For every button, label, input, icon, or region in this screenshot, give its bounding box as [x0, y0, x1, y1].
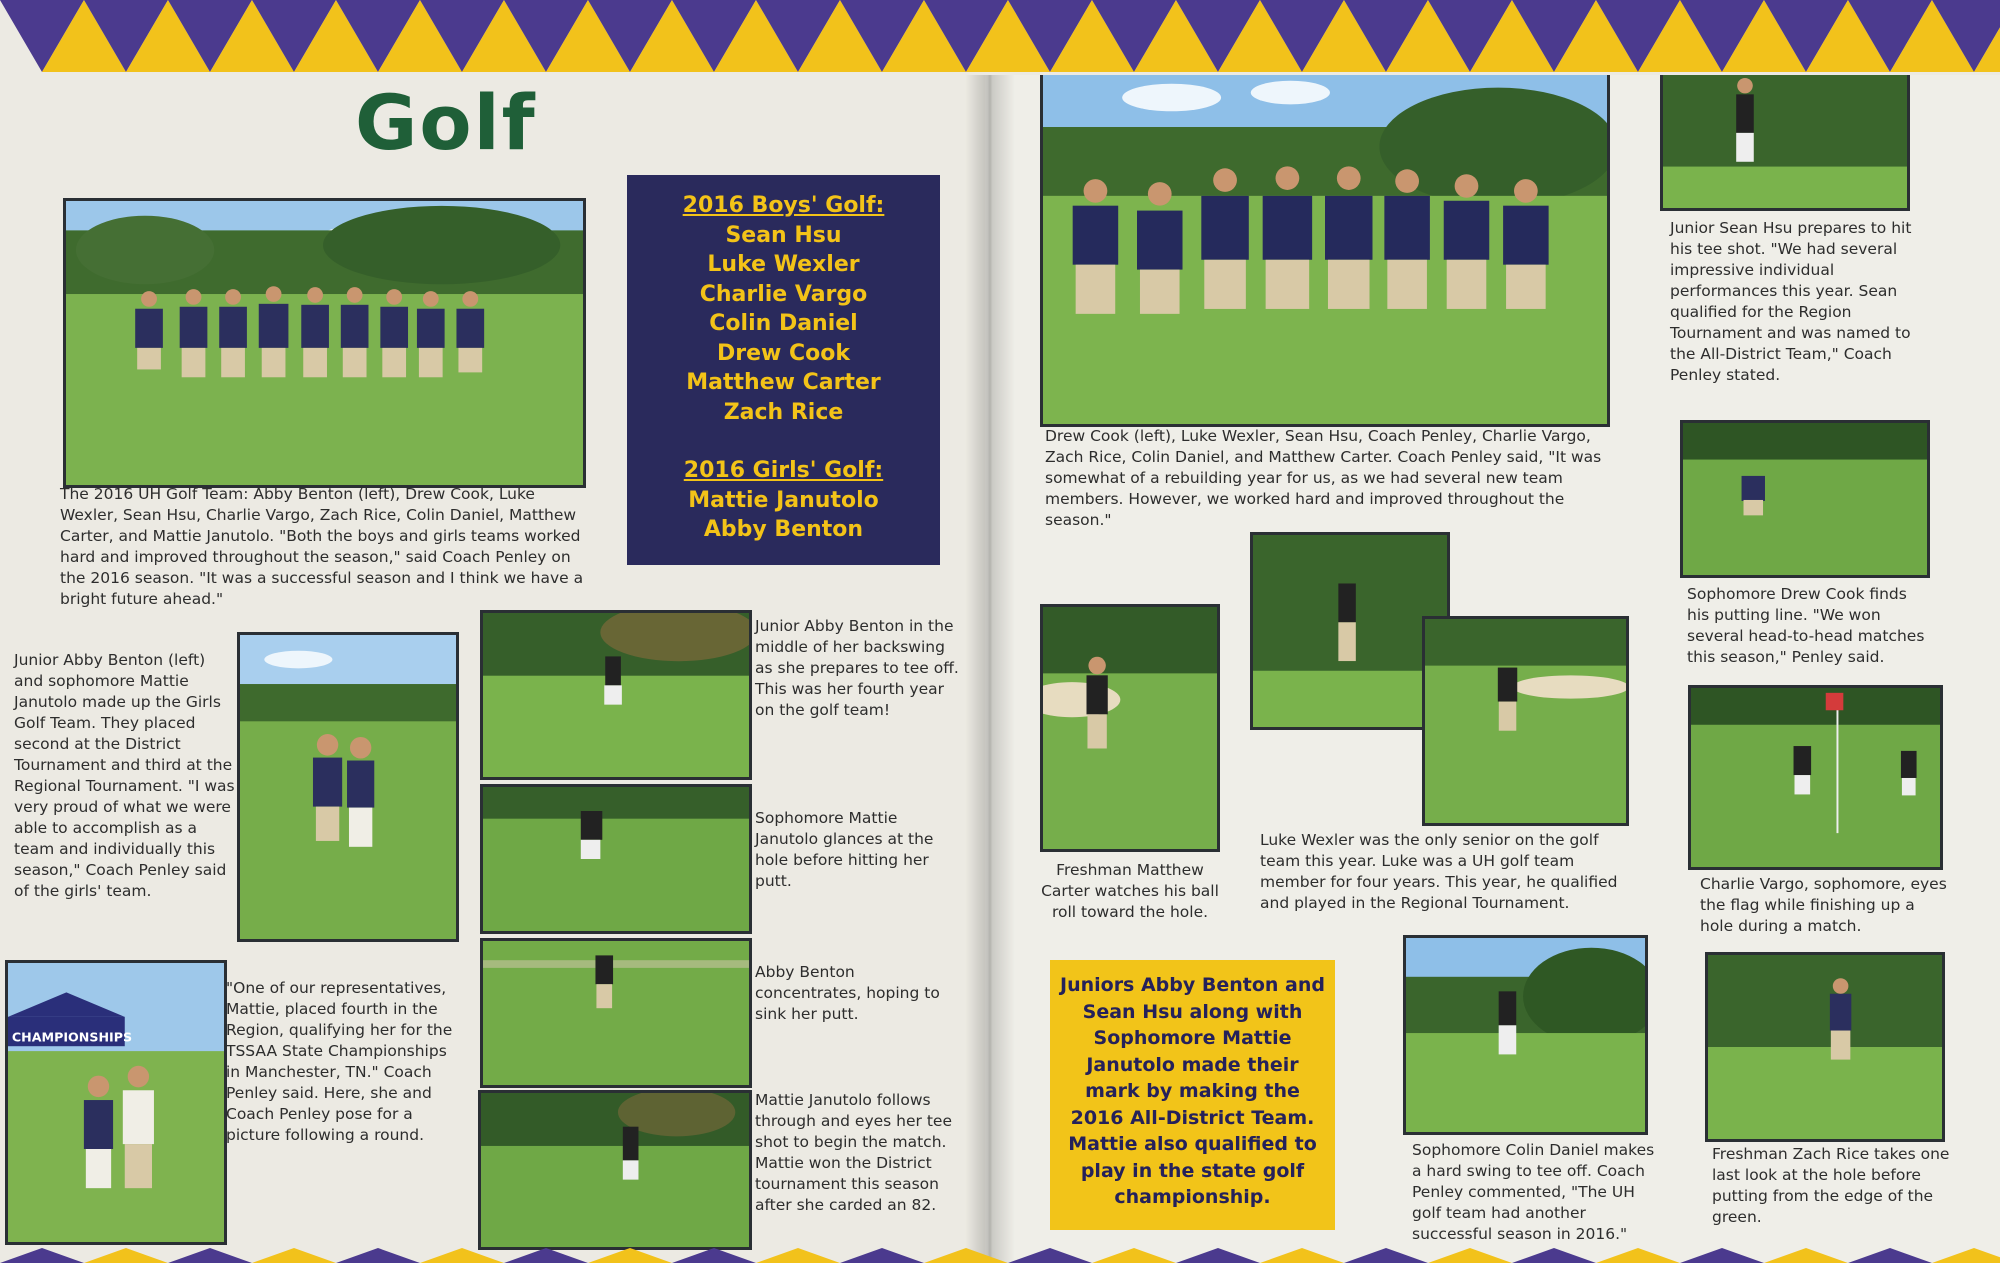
zach-look-photo	[1705, 952, 1945, 1142]
caption-boys-team: Drew Cook (left), Luke Wexler, Sean Hsu, Coach Penley, Charlie Vargo, Zach Rice, Colin Daniel, and Matthew Carter. Coach Penley said, "It was somewhat of a rebuilding year for us, as we had several new team members. However, we worked hard and improved throughout the season."	[1045, 427, 1602, 529]
bottom-banner-triangle	[1596, 1248, 1680, 1263]
bottom-banner-triangle	[504, 1248, 588, 1263]
luke-putt-photo	[1422, 616, 1629, 826]
mattie-glance-photo	[480, 784, 752, 934]
caption-luke-senior: Luke Wexler was the only senior on the golf team this year. Luke was a UH golf team member for four years. This year, he qualified and played in the Regional Tournament.	[1260, 831, 1618, 912]
page-title: Golf	[355, 78, 537, 167]
bottom-banner-triangle	[1848, 1248, 1932, 1263]
drew-putt-photo	[1680, 420, 1930, 578]
bottom-banner-triangle	[0, 1248, 84, 1263]
caption-girls-team: Junior Abby Benton (left) and sophomore Mattie Janutolo made up the Girls Golf Team. They placed second at the District Tournament and third at the Regional Tournament. "I was very proud of what we were able to accomplish as a team and individually this season," Coach Penley said of the girls' team.	[14, 651, 235, 900]
bottom-banner-triangle	[420, 1248, 504, 1263]
charlie-flag-photo	[1688, 685, 1943, 870]
bottom-banner-triangle	[1344, 1248, 1428, 1263]
bottom-banner-triangle	[252, 1248, 336, 1263]
bottom-banner-triangle	[672, 1248, 756, 1263]
roster-name: Charlie Vargo	[699, 281, 868, 307]
bottom-banner-triangle	[1680, 1248, 1764, 1263]
colin-swing-photo	[1403, 935, 1648, 1135]
bottom-triangle-banner	[0, 1248, 2000, 1263]
abby-backswing-photo	[480, 610, 752, 780]
bottom-banner-triangle	[1764, 1248, 1848, 1263]
caption-charlie-flag: Charlie Vargo, sophomore, eyes the flag while finishing up a hole during a match.	[1700, 875, 1947, 935]
bottom-banner-triangle	[840, 1248, 924, 1263]
photo-sign-text: CHAMPIONSHIPS	[11, 1029, 133, 1045]
matthew-watch-photo	[1040, 604, 1220, 852]
all-district-text: Juniors Abby Benton and Sean Hsu along with Sophomore Mattie Janutolo made their mark by making the 2016 All-District Team. Mattie also qualified to play in the state golf championship.	[1060, 974, 1326, 1208]
bottom-banner-triangle	[588, 1248, 672, 1263]
luke-swing-photo	[1250, 532, 1450, 730]
mattie-follow-photo	[478, 1090, 752, 1250]
roster-name: Abby Benton	[703, 517, 864, 542]
roster-name: Colin Daniel	[709, 311, 858, 336]
bottom-banner-triangle	[1092, 1248, 1176, 1263]
bottom-banner-triangle	[84, 1248, 168, 1263]
caption-zach-look: Freshman Zach Rice takes one last look at the hole before putting from the edge of the green.	[1712, 1145, 1950, 1226]
boys-roster-heading: 2016 Boys' Golf:	[682, 193, 885, 218]
roster-name: Luke Wexler	[707, 252, 860, 277]
bottom-banner-triangle	[1932, 1248, 2000, 1263]
girls-team-photo	[237, 632, 459, 942]
abby-putt-photo	[480, 938, 752, 1088]
roster-box	[627, 175, 940, 565]
roster-name: Drew Cook	[716, 340, 851, 366]
bottom-banner-triangle	[336, 1248, 420, 1263]
caption-abby-putt: Abby Benton concentrates, hoping to sink her putt.	[755, 963, 940, 1023]
caption-drew-putt: Sophomore Drew Cook finds his putting line. "We won several head-to-head matches this season," Penley said.	[1687, 585, 1925, 666]
all-district-box	[1050, 960, 1335, 1230]
book-gutter	[965, 0, 1015, 1263]
roster-name: Mattie Janutolo	[688, 487, 879, 513]
team-photo-left	[63, 198, 586, 488]
roster-name: Matthew Carter	[686, 370, 881, 395]
caption-mattie-region: "One of our representatives, Mattie, placed fourth in the Region, qualifying her for the TSSAA State Championships in Manchester, TN." Coach Penley said. Here, she and Coach Penley pose for a picture following a round.	[226, 979, 453, 1144]
right-page	[985, 0, 2000, 1263]
caption-abby-backswing: Junior Abby Benton in the middle of her backswing as she prepares to tee off. This was her fourth year on the golf team!	[755, 617, 959, 719]
caption-colin-swing: Sophomore Colin Daniel makes a hard swing to tee off. Coach Penley commented, "The UH golf team had another successful season in 2016."	[1412, 1141, 1655, 1243]
bottom-banner-triangle	[1428, 1248, 1512, 1263]
top-triangle-banner	[0, 0, 2000, 75]
bottom-banner-triangle	[924, 1248, 1008, 1263]
caption-mattie-follow: Mattie Janutolo follows through and eyes her tee shot to begin the match. Mattie won the District tournament this season after she carded an 82.	[755, 1091, 952, 1214]
caption-sean-tee: Junior Sean Hsu prepares to hit his tee shot. "We had several impressive individual performances this year. Sean qualified for the Region Tournament and was named to the All-District Team," Coach Penley stated.	[1670, 219, 1912, 384]
bottom-banner-triangle	[1176, 1248, 1260, 1263]
caption-matthew-watch: Freshman Matthew Carter watches his ball roll toward the hole.	[1041, 861, 1219, 921]
roster-name: Sean Hsu	[725, 222, 842, 248]
bottom-banner-triangle	[168, 1248, 252, 1263]
bottom-banner-triangle	[756, 1248, 840, 1263]
caption-mattie-glance: Sophomore Mattie Janutolo glances at the hole before hitting her putt.	[755, 809, 934, 890]
girls-roster-heading: 2016 Girls' Golf:	[683, 458, 884, 483]
caption-team-photo-left: The 2016 UH Golf Team: Abby Benton (left), Drew Cook, Luke Wexler, Sean Hsu, Charlie Vargo, Zach Rice, Colin Daniel, Matthew Carter, and Mattie Janutolo. "Both the boys and girls teams worked hard and improved throughout the season," said Coach Penley on the 2016 season. "It was a successful season and I think we have a bright future ahead."	[60, 485, 584, 608]
bottom-banner-triangle	[1260, 1248, 1344, 1263]
boys-team-photo	[1040, 65, 1610, 427]
roster-name: Zach Rice	[723, 399, 844, 425]
bottom-banner-triangle	[1008, 1248, 1092, 1263]
mattie-coach-photo	[5, 960, 227, 1245]
bottom-banner-triangle	[1512, 1248, 1596, 1263]
left-page	[0, 0, 985, 1263]
